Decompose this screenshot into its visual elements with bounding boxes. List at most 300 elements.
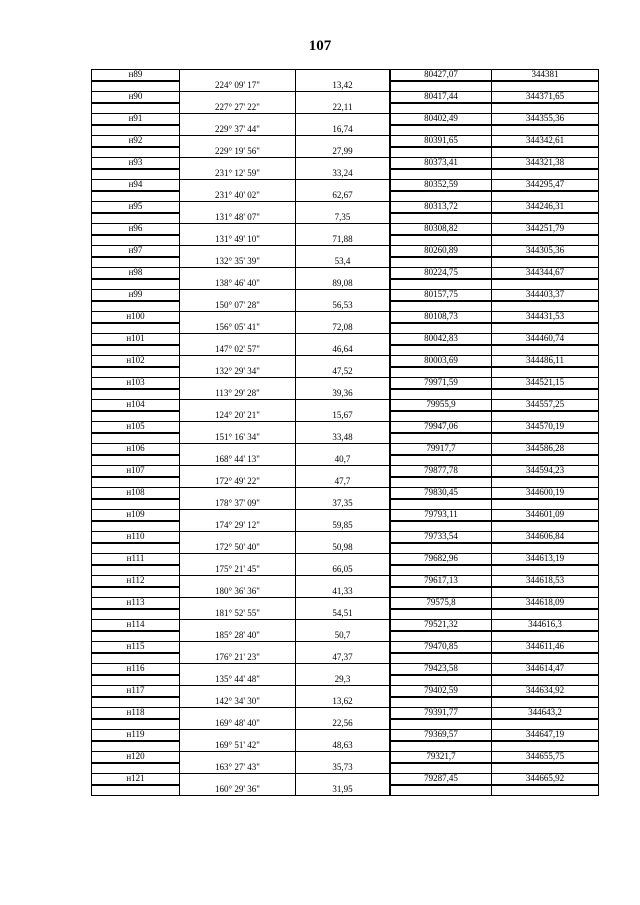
distance-cell: 33,24 xyxy=(296,169,391,180)
x-coordinate-cell: 80260,89 xyxy=(390,246,492,257)
empty-cell xyxy=(180,136,296,147)
empty-cell xyxy=(296,70,391,81)
empty-cell xyxy=(492,587,599,598)
empty-cell xyxy=(492,279,599,290)
point-name-cell: н117 xyxy=(92,686,180,697)
y-coordinate-cell: 344521,15 xyxy=(492,378,599,389)
empty-cell xyxy=(390,719,492,730)
empty-cell xyxy=(296,510,391,521)
distance-cell: 48,63 xyxy=(296,741,391,752)
table-row xyxy=(92,191,599,202)
empty-cell xyxy=(92,103,180,114)
table-row xyxy=(92,719,599,730)
table-row xyxy=(92,70,599,81)
empty-cell xyxy=(296,268,391,279)
distance-cell: 53,4 xyxy=(296,257,391,268)
table-row xyxy=(92,367,599,378)
empty-cell xyxy=(92,455,180,466)
point-name-cell: н106 xyxy=(92,444,180,455)
empty-cell xyxy=(492,785,599,796)
empty-cell xyxy=(180,224,296,235)
empty-cell xyxy=(180,620,296,631)
point-name-cell: н104 xyxy=(92,400,180,411)
table-row xyxy=(92,136,599,147)
table-row xyxy=(92,213,599,224)
y-coordinate-cell: 344321,38 xyxy=(492,158,599,169)
table-row xyxy=(92,257,599,268)
empty-cell xyxy=(92,147,180,158)
point-name-cell: н116 xyxy=(92,664,180,675)
empty-cell xyxy=(92,521,180,532)
table-row xyxy=(92,202,599,213)
y-coordinate-cell: 344460,74 xyxy=(492,334,599,345)
x-coordinate-cell: 80352,59 xyxy=(390,180,492,191)
empty-cell xyxy=(390,697,492,708)
table-row xyxy=(92,653,599,664)
point-name-cell: н105 xyxy=(92,422,180,433)
direction-angle-cell: 227° 27' 22" xyxy=(180,103,296,114)
x-coordinate-cell: 79521,32 xyxy=(390,620,492,631)
table-row xyxy=(92,620,599,631)
direction-angle-cell: 135° 44' 48" xyxy=(180,675,296,686)
direction-angle-cell: 180° 36' 36" xyxy=(180,587,296,598)
empty-cell xyxy=(180,268,296,279)
table-row xyxy=(92,356,599,367)
distance-cell: 29,3 xyxy=(296,675,391,686)
table-row xyxy=(92,510,599,521)
distance-cell: 50,7 xyxy=(296,631,391,642)
empty-cell xyxy=(390,147,492,158)
empty-cell xyxy=(492,697,599,708)
x-coordinate-cell: 80402,49 xyxy=(390,114,492,125)
point-name-cell: н119 xyxy=(92,730,180,741)
empty-cell xyxy=(180,246,296,257)
table-row xyxy=(92,785,599,796)
point-name-cell: н89 xyxy=(92,70,180,81)
table-row xyxy=(92,708,599,719)
empty-cell xyxy=(180,488,296,499)
empty-cell xyxy=(492,213,599,224)
distance-cell: 39,36 xyxy=(296,389,391,400)
distance-cell: 71,88 xyxy=(296,235,391,246)
page-number: 107 xyxy=(308,38,332,54)
point-name-cell: н91 xyxy=(92,114,180,125)
empty-cell xyxy=(92,301,180,312)
distance-cell: 47,52 xyxy=(296,367,391,378)
empty-cell xyxy=(92,609,180,620)
empty-cell xyxy=(92,169,180,180)
distance-cell: 15,67 xyxy=(296,411,391,422)
empty-cell xyxy=(296,532,391,543)
empty-cell xyxy=(296,312,391,323)
table-row xyxy=(92,125,599,136)
point-name-cell: н114 xyxy=(92,620,180,631)
empty-cell xyxy=(390,675,492,686)
point-name-cell: н101 xyxy=(92,334,180,345)
empty-cell xyxy=(296,708,391,719)
empty-cell xyxy=(492,323,599,334)
empty-cell xyxy=(92,235,180,246)
empty-cell xyxy=(180,598,296,609)
empty-cell xyxy=(180,92,296,103)
table-row xyxy=(92,158,599,169)
empty-cell xyxy=(296,136,391,147)
table-row xyxy=(92,246,599,257)
table-row xyxy=(92,631,599,642)
y-coordinate-cell: 344614,47 xyxy=(492,664,599,675)
empty-cell xyxy=(296,224,391,235)
empty-cell xyxy=(180,466,296,477)
x-coordinate-cell: 79575,8 xyxy=(390,598,492,609)
distance-cell: 22,56 xyxy=(296,719,391,730)
point-name-cell: н98 xyxy=(92,268,180,279)
x-coordinate-cell: 80391,65 xyxy=(390,136,492,147)
x-coordinate-cell: 79423,58 xyxy=(390,664,492,675)
direction-angle-cell: 229° 19' 56" xyxy=(180,147,296,158)
point-name-cell: н94 xyxy=(92,180,180,191)
table-row xyxy=(92,532,599,543)
x-coordinate-cell: 80308,82 xyxy=(390,224,492,235)
distance-cell: 66,05 xyxy=(296,565,391,576)
empty-cell xyxy=(390,257,492,268)
distance-cell: 33,48 xyxy=(296,433,391,444)
table-row xyxy=(92,169,599,180)
empty-cell xyxy=(492,81,599,92)
y-coordinate-cell: 344611,46 xyxy=(492,642,599,653)
empty-cell xyxy=(180,664,296,675)
empty-cell xyxy=(180,422,296,433)
x-coordinate-cell: 79793,11 xyxy=(390,510,492,521)
y-coordinate-cell: 344616,3 xyxy=(492,620,599,631)
empty-cell xyxy=(390,543,492,554)
distance-cell: 46,64 xyxy=(296,345,391,356)
direction-angle-cell: 178° 37' 09" xyxy=(180,499,296,510)
table-row xyxy=(92,114,599,125)
empty-cell xyxy=(180,158,296,169)
distance-cell: 7,35 xyxy=(296,213,391,224)
table-row xyxy=(92,301,599,312)
direction-angle-cell: 172° 50' 40" xyxy=(180,543,296,554)
distance-cell: 35,73 xyxy=(296,763,391,774)
distance-cell: 62,67 xyxy=(296,191,391,202)
empty-cell xyxy=(492,565,599,576)
empty-cell xyxy=(92,257,180,268)
direction-angle-cell: 131° 48' 07" xyxy=(180,213,296,224)
table-row xyxy=(92,345,599,356)
direction-angle-cell: 181° 52' 55" xyxy=(180,609,296,620)
empty-cell xyxy=(492,235,599,246)
empty-cell xyxy=(390,631,492,642)
empty-cell xyxy=(296,202,391,213)
y-coordinate-cell: 344618,53 xyxy=(492,576,599,587)
empty-cell xyxy=(92,587,180,598)
x-coordinate-cell: 79402,59 xyxy=(390,686,492,697)
table-row xyxy=(92,378,599,389)
point-name-cell: н103 xyxy=(92,378,180,389)
table-row xyxy=(92,521,599,532)
empty-cell xyxy=(92,367,180,378)
distance-cell: 41,33 xyxy=(296,587,391,598)
empty-cell xyxy=(492,411,599,422)
empty-cell xyxy=(492,631,599,642)
empty-cell xyxy=(296,246,391,257)
x-coordinate-cell: 80313,72 xyxy=(390,202,492,213)
y-coordinate-cell: 344634,92 xyxy=(492,686,599,697)
y-coordinate-cell: 344618,09 xyxy=(492,598,599,609)
direction-angle-cell: 151° 16' 34" xyxy=(180,433,296,444)
distance-cell: 31,95 xyxy=(296,785,391,796)
direction-angle-cell: 138° 46' 40" xyxy=(180,279,296,290)
table-row xyxy=(92,389,599,400)
empty-cell xyxy=(492,521,599,532)
direction-angle-cell: 113° 29' 28" xyxy=(180,389,296,400)
empty-cell xyxy=(92,653,180,664)
direction-angle-cell: 131° 49' 10" xyxy=(180,235,296,246)
table-row xyxy=(92,235,599,246)
empty-cell xyxy=(92,631,180,642)
table-row xyxy=(92,312,599,323)
distance-cell: 40,7 xyxy=(296,455,391,466)
direction-angle-cell: 169° 48' 40" xyxy=(180,719,296,730)
direction-angle-cell: 176° 21' 23" xyxy=(180,653,296,664)
empty-cell xyxy=(492,367,599,378)
empty-cell xyxy=(492,719,599,730)
y-coordinate-cell: 344557,25 xyxy=(492,400,599,411)
table-row xyxy=(92,92,599,103)
point-name-cell: н108 xyxy=(92,488,180,499)
point-name-cell: н113 xyxy=(92,598,180,609)
y-coordinate-cell: 344643,2 xyxy=(492,708,599,719)
x-coordinate-cell: 80417,44 xyxy=(390,92,492,103)
x-coordinate-cell: 79917,7 xyxy=(390,444,492,455)
empty-cell xyxy=(180,642,296,653)
direction-angle-cell: 168° 44' 13" xyxy=(180,455,296,466)
empty-cell xyxy=(92,543,180,554)
table-row xyxy=(92,609,599,620)
empty-cell xyxy=(180,686,296,697)
empty-cell xyxy=(296,400,391,411)
empty-cell xyxy=(180,444,296,455)
empty-cell xyxy=(390,103,492,114)
empty-cell xyxy=(296,576,391,587)
empty-cell xyxy=(390,235,492,246)
x-coordinate-cell: 79617,13 xyxy=(390,576,492,587)
empty-cell xyxy=(492,345,599,356)
x-coordinate-cell: 79947,06 xyxy=(390,422,492,433)
x-coordinate-cell: 79391,77 xyxy=(390,708,492,719)
empty-cell xyxy=(296,290,391,301)
point-name-cell: н115 xyxy=(92,642,180,653)
point-name-cell: н97 xyxy=(92,246,180,257)
distance-cell: 13,42 xyxy=(296,81,391,92)
x-coordinate-cell: 79877,78 xyxy=(390,466,492,477)
direction-angle-cell: 132° 29' 34" xyxy=(180,367,296,378)
point-name-cell: н96 xyxy=(92,224,180,235)
table-row xyxy=(92,774,599,785)
empty-cell xyxy=(492,433,599,444)
empty-cell xyxy=(492,257,599,268)
table-row xyxy=(92,268,599,279)
empty-cell xyxy=(92,125,180,136)
empty-cell xyxy=(390,499,492,510)
empty-cell xyxy=(390,433,492,444)
empty-cell xyxy=(296,752,391,763)
empty-cell xyxy=(492,301,599,312)
distance-cell: 16,74 xyxy=(296,125,391,136)
empty-cell xyxy=(92,279,180,290)
empty-cell xyxy=(180,290,296,301)
empty-cell xyxy=(296,488,391,499)
empty-cell xyxy=(390,213,492,224)
x-coordinate-cell: 80108,73 xyxy=(390,312,492,323)
table-row xyxy=(92,675,599,686)
empty-cell xyxy=(390,477,492,488)
x-coordinate-cell: 80224,75 xyxy=(390,268,492,279)
empty-cell xyxy=(180,378,296,389)
empty-cell xyxy=(492,389,599,400)
empty-cell xyxy=(492,653,599,664)
empty-cell xyxy=(492,477,599,488)
empty-cell xyxy=(296,114,391,125)
empty-cell xyxy=(492,741,599,752)
x-coordinate-cell: 79470,85 xyxy=(390,642,492,653)
distance-cell: 72,08 xyxy=(296,323,391,334)
table-row xyxy=(92,499,599,510)
empty-cell xyxy=(390,609,492,620)
table-row xyxy=(92,741,599,752)
empty-cell xyxy=(296,356,391,367)
table-row xyxy=(92,598,599,609)
empty-cell xyxy=(180,554,296,565)
empty-cell xyxy=(180,70,296,81)
direction-angle-cell: 229° 37' 44" xyxy=(180,125,296,136)
direction-angle-cell: 169° 51' 42" xyxy=(180,741,296,752)
empty-cell xyxy=(492,125,599,136)
y-coordinate-cell: 344655,75 xyxy=(492,752,599,763)
table-row xyxy=(92,444,599,455)
table-row xyxy=(92,334,599,345)
empty-cell xyxy=(296,774,391,785)
y-coordinate-cell: 344403,37 xyxy=(492,290,599,301)
empty-cell xyxy=(296,664,391,675)
empty-cell xyxy=(296,642,391,653)
y-coordinate-cell: 344355,36 xyxy=(492,114,599,125)
empty-cell xyxy=(390,521,492,532)
empty-cell xyxy=(492,169,599,180)
x-coordinate-cell: 80427,07 xyxy=(390,70,492,81)
point-name-cell: н121 xyxy=(92,774,180,785)
y-coordinate-cell: 344246,31 xyxy=(492,202,599,213)
y-coordinate-cell: 344606,84 xyxy=(492,532,599,543)
empty-cell xyxy=(180,400,296,411)
empty-cell xyxy=(492,103,599,114)
empty-cell xyxy=(180,532,296,543)
table-row xyxy=(92,455,599,466)
x-coordinate-cell: 79733,54 xyxy=(390,532,492,543)
empty-cell xyxy=(92,499,180,510)
table-row xyxy=(92,290,599,301)
y-coordinate-cell: 344305,36 xyxy=(492,246,599,257)
y-coordinate-cell: 344371,65 xyxy=(492,92,599,103)
table-row xyxy=(92,466,599,477)
empty-cell xyxy=(92,345,180,356)
direction-angle-cell: 174° 29' 12" xyxy=(180,521,296,532)
table-row xyxy=(92,488,599,499)
empty-cell xyxy=(92,323,180,334)
empty-cell xyxy=(296,180,391,191)
empty-cell xyxy=(296,334,391,345)
point-name-cell: н107 xyxy=(92,466,180,477)
table-row xyxy=(92,697,599,708)
direction-angle-cell: 132° 35' 39" xyxy=(180,257,296,268)
x-coordinate-cell: 80042,83 xyxy=(390,334,492,345)
direction-angle-cell: 124° 20' 21" xyxy=(180,411,296,422)
point-name-cell: н118 xyxy=(92,708,180,719)
point-name-cell: н109 xyxy=(92,510,180,521)
distance-cell: 27,99 xyxy=(296,147,391,158)
empty-cell xyxy=(296,598,391,609)
empty-cell xyxy=(92,389,180,400)
empty-cell xyxy=(390,367,492,378)
empty-cell xyxy=(296,422,391,433)
empty-cell xyxy=(92,477,180,488)
empty-cell xyxy=(92,763,180,774)
empty-cell xyxy=(180,708,296,719)
empty-cell xyxy=(390,169,492,180)
y-coordinate-cell: 344600,19 xyxy=(492,488,599,499)
empty-cell xyxy=(180,334,296,345)
direction-angle-cell: 224° 09' 17" xyxy=(180,81,296,92)
x-coordinate-cell: 80373,41 xyxy=(390,158,492,169)
point-name-cell: н111 xyxy=(92,554,180,565)
empty-cell xyxy=(390,81,492,92)
distance-cell: 13,62 xyxy=(296,697,391,708)
direction-angle-cell: 231° 40' 02" xyxy=(180,191,296,202)
direction-angle-cell: 231° 12' 59" xyxy=(180,169,296,180)
empty-cell xyxy=(180,312,296,323)
y-coordinate-cell: 344251,79 xyxy=(492,224,599,235)
x-coordinate-cell: 80003,69 xyxy=(390,356,492,367)
y-coordinate-cell: 344344,67 xyxy=(492,268,599,279)
distance-cell: 22,11 xyxy=(296,103,391,114)
direction-angle-cell: 160° 29' 36" xyxy=(180,785,296,796)
empty-cell xyxy=(390,741,492,752)
empty-cell xyxy=(92,719,180,730)
y-coordinate-cell: 344594,23 xyxy=(492,466,599,477)
table-row xyxy=(92,587,599,598)
x-coordinate-cell: 79955,9 xyxy=(390,400,492,411)
table-row xyxy=(92,323,599,334)
empty-cell xyxy=(492,675,599,686)
empty-cell xyxy=(390,587,492,598)
y-coordinate-cell: 344665,92 xyxy=(492,774,599,785)
direction-angle-cell: 142° 34' 30" xyxy=(180,697,296,708)
empty-cell xyxy=(390,191,492,202)
y-coordinate-cell: 344586,28 xyxy=(492,444,599,455)
empty-cell xyxy=(390,455,492,466)
empty-cell xyxy=(180,202,296,213)
direction-angle-cell: 147° 02' 57" xyxy=(180,345,296,356)
y-coordinate-cell: 344647,19 xyxy=(492,730,599,741)
direction-angle-cell: 172° 49' 22" xyxy=(180,477,296,488)
table-row xyxy=(92,763,599,774)
distance-cell: 54,51 xyxy=(296,609,391,620)
point-name-cell: н102 xyxy=(92,356,180,367)
distance-cell: 37,35 xyxy=(296,499,391,510)
empty-cell xyxy=(492,191,599,202)
empty-cell xyxy=(296,444,391,455)
empty-cell xyxy=(92,675,180,686)
